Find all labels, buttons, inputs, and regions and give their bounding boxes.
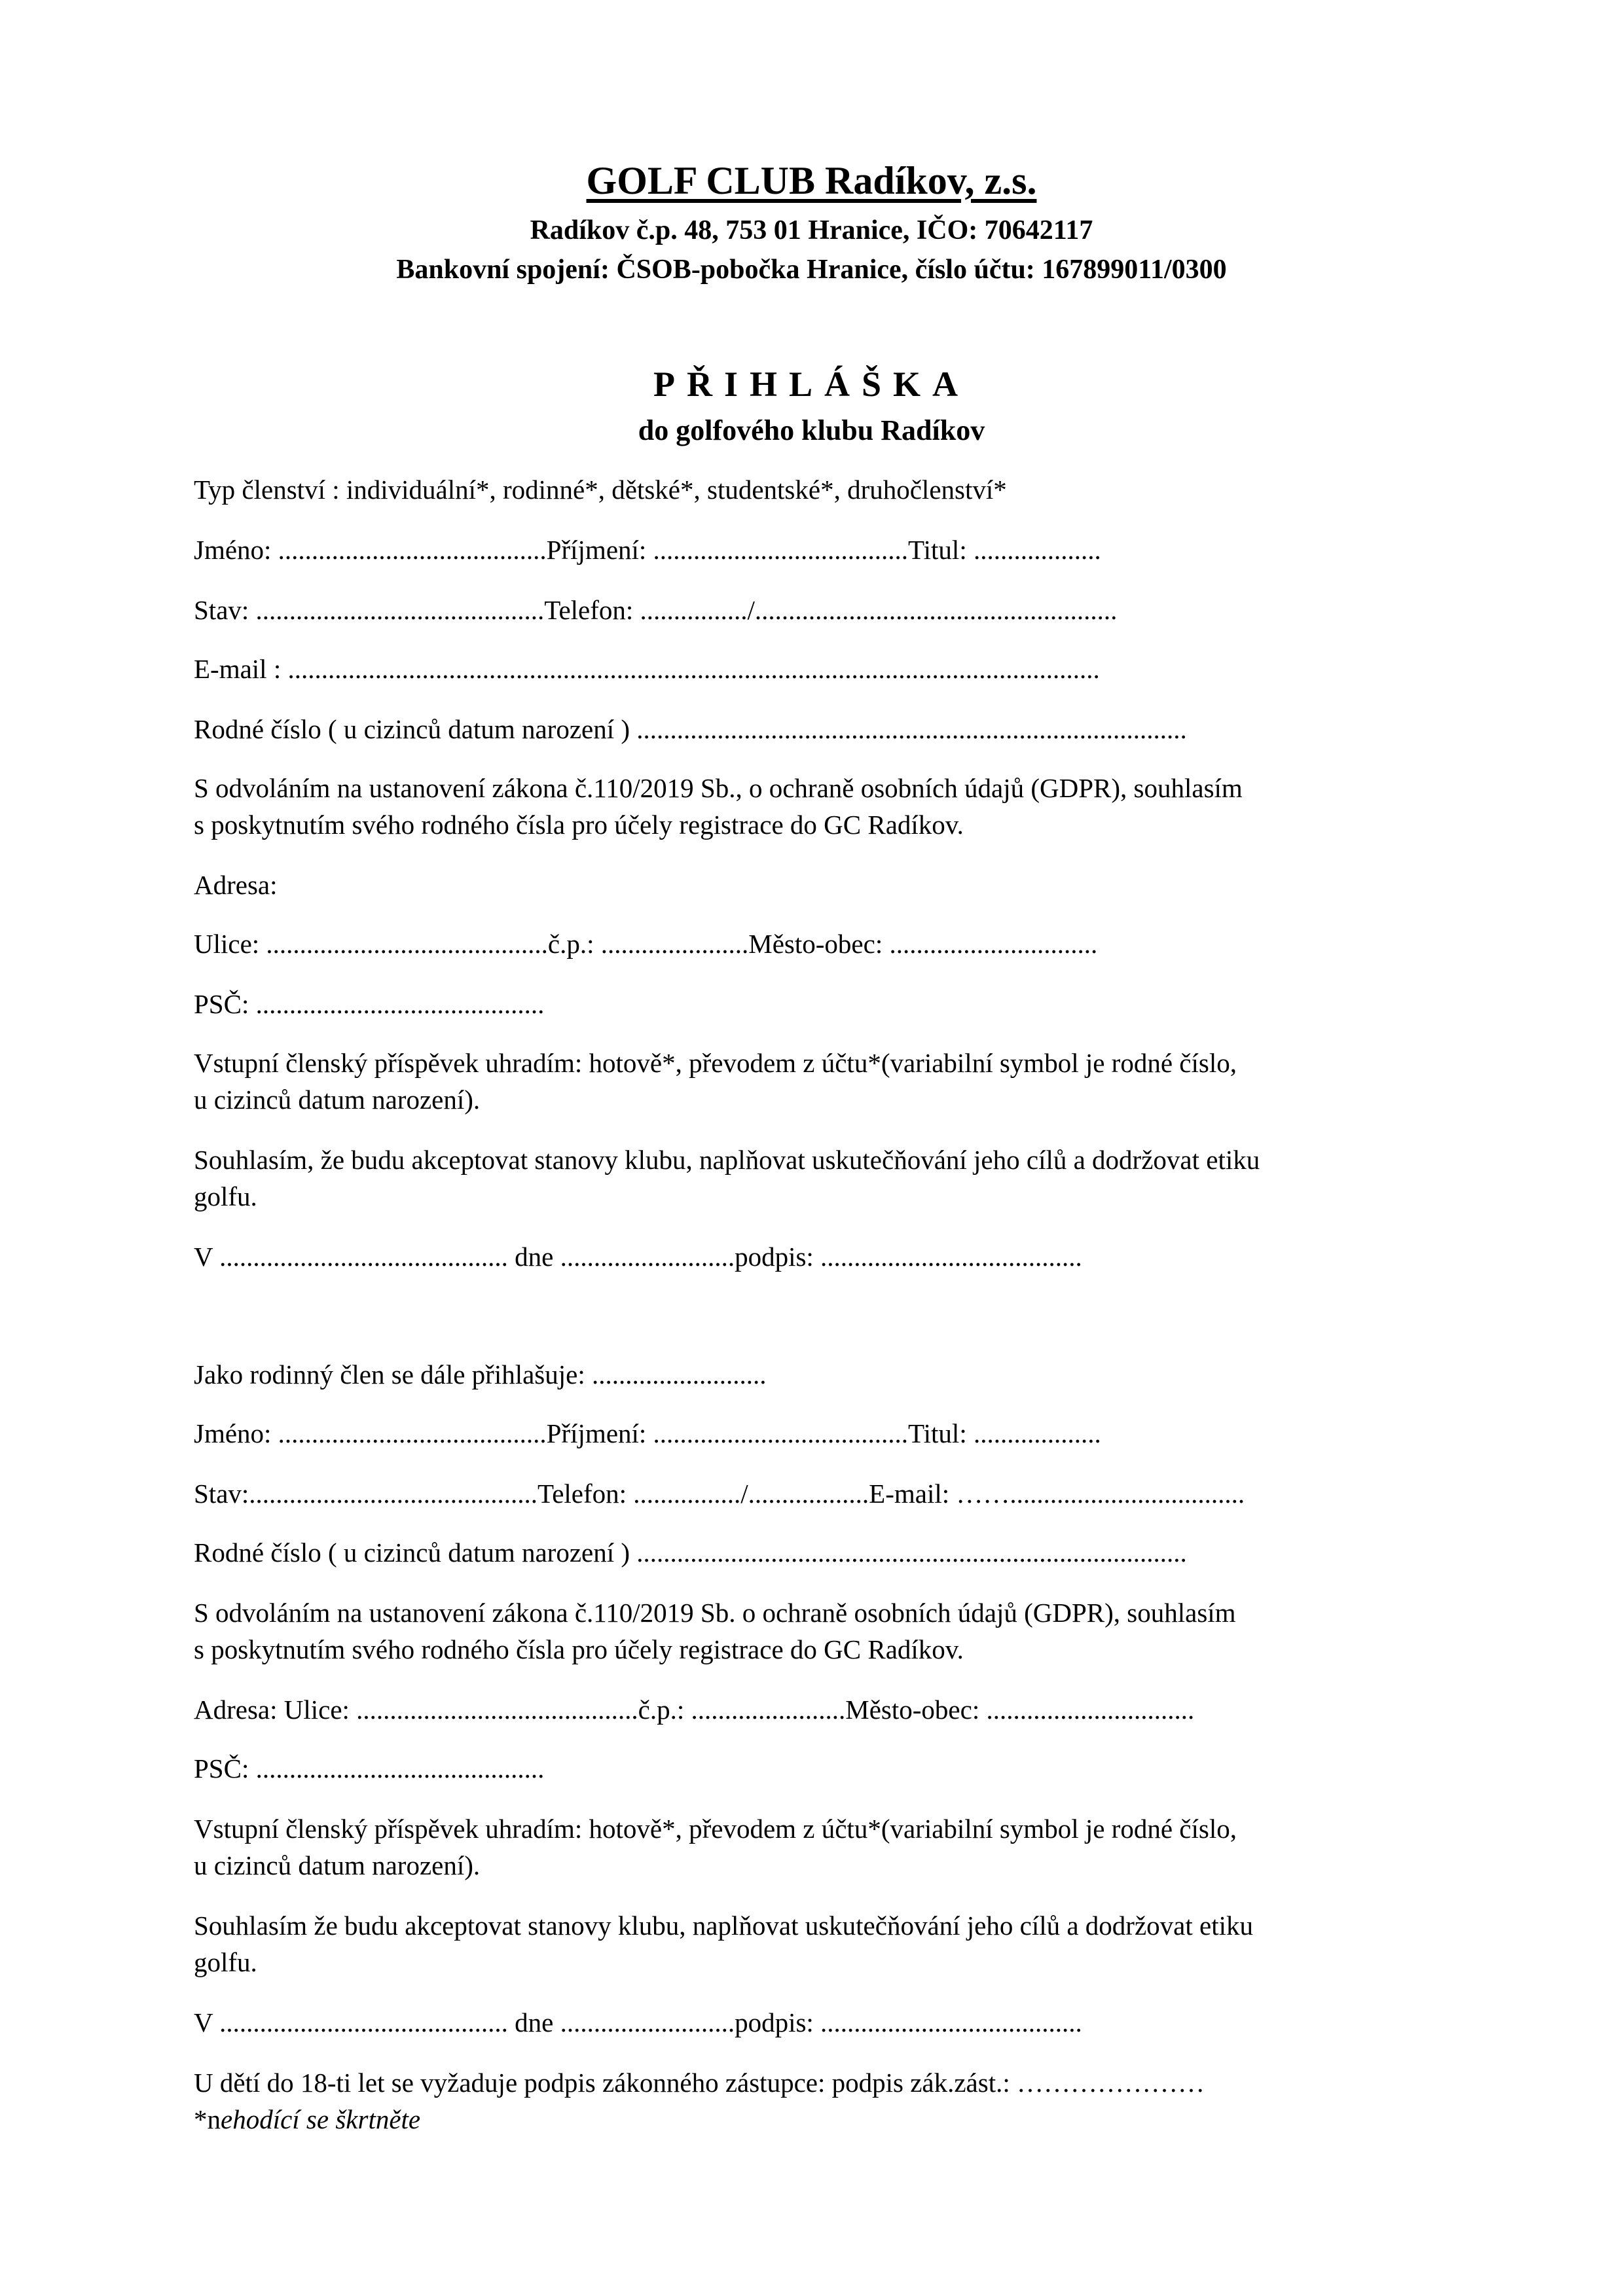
- membership-type: Typ členství : individuální*, rodinné*, dětské*, studentské*, druhočlenství*: [194, 475, 1007, 505]
- family-fee-payment-line2: u cizinců datum narození).: [194, 1850, 481, 1880]
- fee-payment-line2: u cizinců datum narození).: [194, 1085, 481, 1115]
- family-status-phone-email-line[interactable]: Stav:...........................................Telefon: ................/..................E-mail: ……...................................: [194, 1479, 1245, 1509]
- email-field-line[interactable]: E-mail : .........................................................................................................................: [194, 654, 1100, 684]
- family-agreement-line2: golfu.: [194, 1947, 257, 1977]
- guardian-signature-note[interactable]: U dětí do 18-ti let se vyžaduje podpis zákonného zástupce: podpis zák.zást.: …………………: [194, 2068, 1205, 2098]
- form-subtitle: do golfového klubu Radíkov: [638, 414, 985, 446]
- name-field-line[interactable]: Jméno: ........................................Příjmení: ......................................Titul: ...................: [194, 535, 1101, 565]
- footnote-prefix: *n: [194, 2104, 221, 2134]
- family-fee-payment-line1: Vstupní členský příspěvek uhradím: hotově*, převodem z účtu*(variabilní symbol je rodné číslo,: [194, 1814, 1237, 1844]
- footnote: [194, 2106, 420, 2133]
- agreement-line1: Souhlasím, že budu akceptovat stanovy klubu, naplňovat uskutečňování jeho cílů a dodržovat etiku: [194, 1145, 1260, 1175]
- fee-payment-line1: Vstupní členský příspěvek uhradím: hotově*, převodem z účtu*(variabilní symbol je rodné číslo,: [194, 1048, 1237, 1078]
- street-field-line[interactable]: Ulice: ..........................................č.p.: ......................Město-obec: ...............................: [194, 929, 1098, 959]
- family-signature-line[interactable]: V ........................................... dne ..........................podpis: .......................................: [194, 2007, 1082, 2037]
- address-label: Adresa:: [194, 870, 278, 900]
- family-zip-field-line[interactable]: PSČ: ...........................................: [194, 1753, 545, 1784]
- club-address: Radíkov č.p. 48, 753 01 Hranice, IČO: 70642117: [530, 215, 1093, 245]
- form-title: PŘIHLÁŠKA: [653, 365, 970, 404]
- family-agreement-line1: Souhlasím že budu akceptovat stanovy klubu, naplňovat uskutečňování jeho cílů a dodržovat etiku: [194, 1910, 1253, 1941]
- family-birth-number-line[interactable]: Rodné číslo ( u cizinců datum narození ) ..................................................................................: [194, 1537, 1187, 1568]
- footnote-text: ehodící se škrtněte: [221, 2104, 421, 2134]
- agreement-line2: golfu.: [194, 1181, 257, 1211]
- family-gdpr-consent-line1: S odvoláním na ustanovení zákona č.110/2019 Sb. o ochraně osobních údajů (GDPR), souhlasím: [194, 1598, 1236, 1628]
- family-name-field-line[interactable]: Jméno: ........................................Příjmení: ......................................Titul: ...................: [194, 1418, 1101, 1448]
- signature-line[interactable]: V ........................................... dne ..........................podpis: .......................................: [194, 1242, 1082, 1272]
- gdpr-consent-line1: S odvoláním na ustanovení zákona č.110/2019 Sb., o ochraně osobních údajů (GDPR), souhlasím: [194, 773, 1243, 803]
- zip-field-line[interactable]: PSČ: ...........................................: [194, 989, 545, 1019]
- family-gdpr-consent-line2: s poskytnutím svého rodného čísla pro účely registrace do GC Radíkov.: [194, 1634, 964, 1664]
- birth-number-line[interactable]: Rodné číslo ( u cizinců datum narození ) ..................................................................................: [194, 714, 1187, 744]
- family-member-line[interactable]: Jako rodinný člen se dále přihlašuje: ..........................: [194, 1359, 767, 1390]
- gdpr-consent-line2: s poskytnutím svého rodného čísla pro účely registrace do GC Radíkov.: [194, 810, 964, 840]
- family-address-line[interactable]: Adresa: Ulice: ..........................................č.p.: .......................Město-obec: ...............................: [194, 1695, 1195, 1725]
- bank-details: Bankovní spojení: ČSOB-pobočka Hranice, číslo účtu: 167899011/0300: [396, 255, 1227, 285]
- status-phone-line[interactable]: Stav: ...........................................Telefon: ................/......................................................: [194, 595, 1118, 625]
- club-name: GOLF CLUB Radíkov, z.s.: [586, 159, 1037, 202]
